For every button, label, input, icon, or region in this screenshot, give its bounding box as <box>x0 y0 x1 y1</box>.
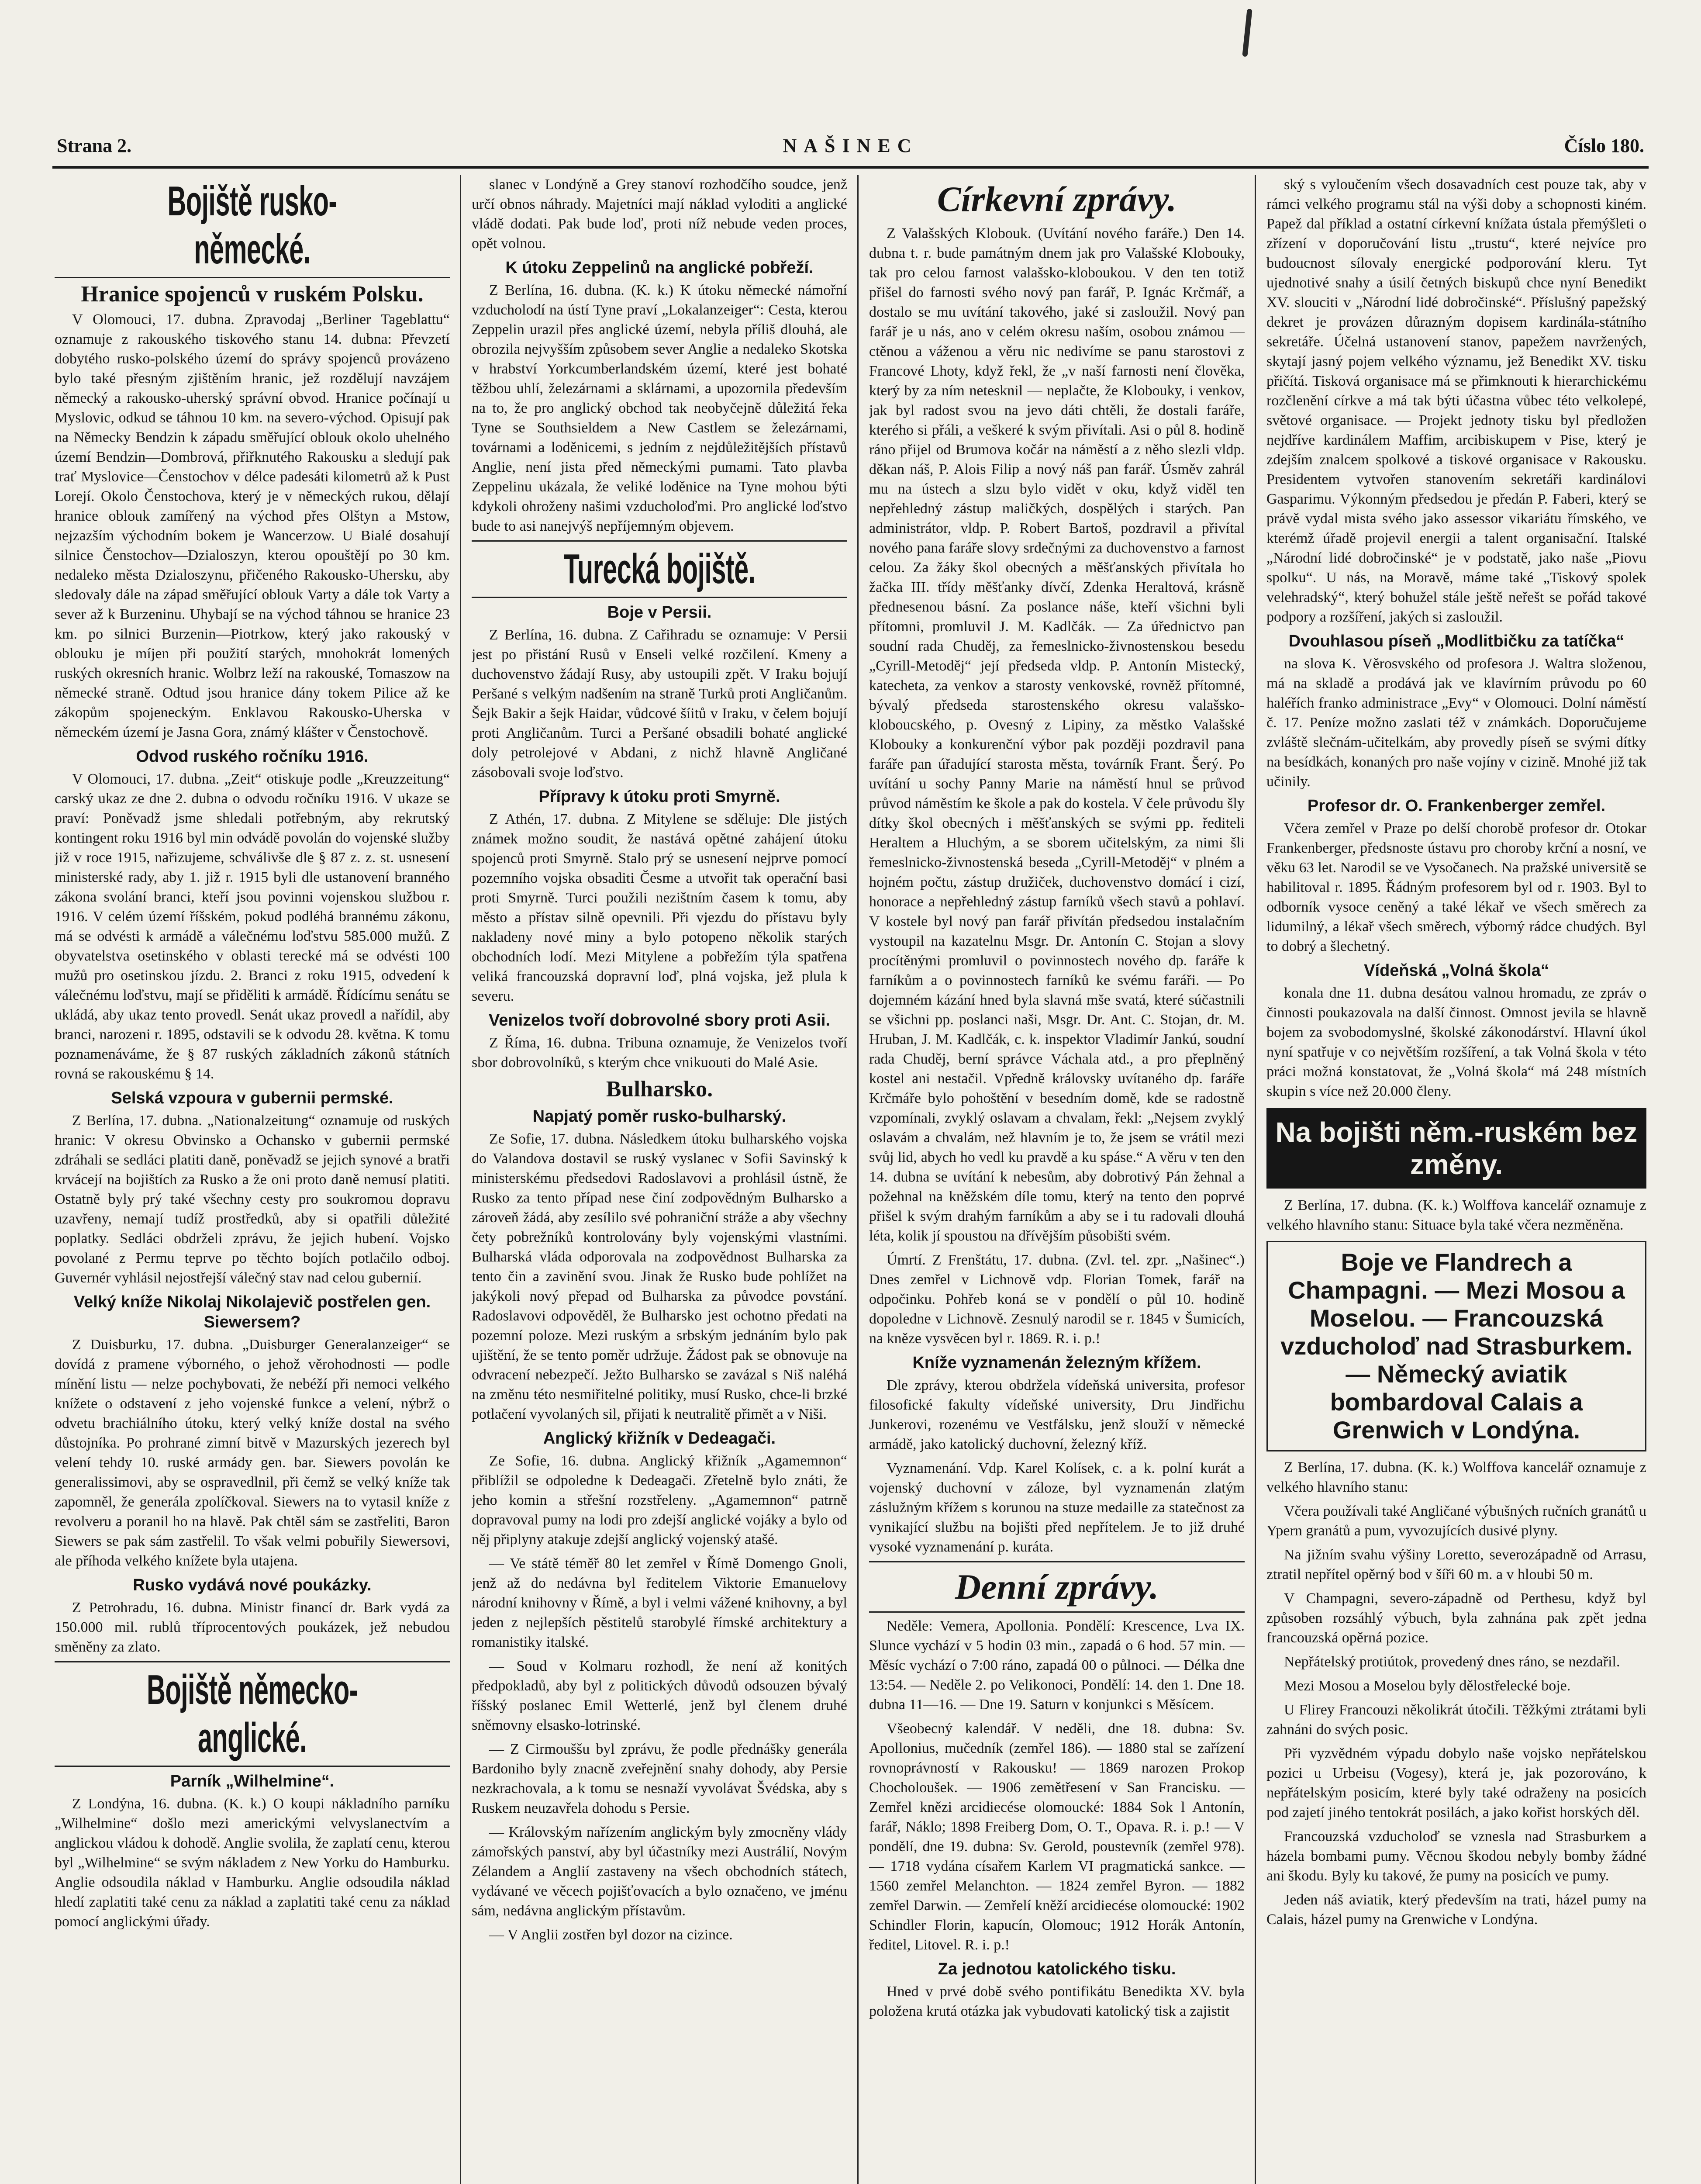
article-title: Dvouhlasou píseň „Modlitbičku za tatíčka“ <box>1288 632 1625 650</box>
article-text: Včera používali také Angličané výbušných ručních granátů u Ypern granátů a pum, vyvozujících dusivé plyny. <box>1266 1503 1646 1539</box>
article-text: Z Berlína, 16. dubna. (K. k.) K útoku německé námořní vzducholodí na ústí Tyne praví „Lokalanzeiger“: Cesta, kterou Zeppelin urazil přes anglické území, nebyla příliš dlouhá, ale obrozila nejvyšším způsobem sever Anglie a nedaleko Skotska v hrabství Yorkcumberlandském území, které jest bohaté těžbou uhlí, železárnami a sklárnami, a upozornila především na to, že pro anglický obchod tak neobyčejně důležitá řeka Tyne se Southsieldem a New Castlem se železárnami, továrnami a loděnicemi, s jedním z nejdůležitějších přístavů Anglie, není jista před německými pumami. Tato plavba Zeppelinu ukázala, že veliké loděnice na Tyne mohou býti kdykoli ohroženy našimi vzducholoďmi. Pro anglické loďstvo bude to asi nanejvýš nepříjemným objevem. <box>472 282 847 534</box>
column-rule <box>460 175 461 2184</box>
article-text: Nepřátelský protiútok, provedený dnes ráno, se nezdařil. <box>1284 1654 1620 1670</box>
article-text: Z Berlína, 17. dubna. (K. k.) Wolffova kancelář oznamuje z velkého hlavního stanu: Situace byla také včera nezměněna. <box>1266 1197 1646 1233</box>
divider <box>472 540 847 542</box>
column-3 <box>869 175 1245 2184</box>
article-title: Profesor dr. O. Frankenberger zemřel. <box>1307 797 1606 815</box>
article-title: Velký kníže Nikolaj Nikolajevič postřelen gen. Siewersem? <box>73 1293 431 1331</box>
divider <box>869 1611 1245 1613</box>
article-text: V Champagni, severo-západně od Perthesu, když byl způsoben rozsáhlý výbuch, byla zahnána pak zpět jedna francouzská opěrná pozice. <box>1266 1590 1646 1646</box>
masthead: NAŠINEC <box>783 135 918 156</box>
column-rule <box>857 175 859 2184</box>
article-title: K útoku Zeppelinů na anglické pobřeží. <box>505 259 814 277</box>
article-text: Z Athén, 17. dubna. Z Mitylene se sděluje: Dle jistých známek možno soudit, že nastává opětné zahájení útoku spojenců proti Smyrně. Stalo prý se usnesení nejprve pomocí pozemního vojska obsaditi Česme a utvořit tak operační basi proti Smyrně. Turci použili nezištním časem k tomu, aby město a přístav silně opevnili. Při vjezdu do přístavu byly nakladeny nové miny a bylo potopeno několik starých obchodních lodí. Mezi Mitylene a pobřežím týla spatřena veliká francouzská dopravní loď, plná vojska, jež plula k severu. <box>472 811 847 1004</box>
article-title: Přípravy k útoku proti Smyrně. <box>538 788 780 806</box>
article-title: Parník „Wilhelmine“. <box>170 1772 335 1790</box>
article-text: — Z Cirmouššu byl zprávu, že podle přednášky generála Bardoniho byly znacně zveřejnění snahy dohody, aby Persie nezkrachovala, a k tomu se nesnaží vyvolávat Švédska, aby s Ruskem neuzavřela dohodu s Persie. <box>472 1741 847 1816</box>
news-headline-box: Na bojišti něm.-ruském bez změny. <box>1266 1108 1646 1189</box>
section-heading: Bojiště rusko-německé. <box>167 178 337 273</box>
article-title: Venizelos tvoří dobrovolné sbory proti Asii. <box>489 1011 830 1030</box>
article-text: — Královským nařízením anglickým byly zmocněny vlády zámořských panství, aby byl účastníky mezi Austrálií, Novým Zélandem a Anglií zastaveny na všech obchodních státech, vydávané ve věcech pojišťovacích a bylo označeno, ve jménu sám, nedávna anglickým přístavům. <box>472 1824 847 1919</box>
divider <box>55 277 450 278</box>
article-text: Na jižním svahu výšiny Loretto, severozápadně od Arrasu, ztratil nepřítel opěrný bod v šíři 60 m. a v hloubi 50 m. <box>1266 1547 1646 1583</box>
column-1 <box>55 175 450 2184</box>
column-4 <box>1266 175 1646 2184</box>
column-2 <box>472 175 847 2184</box>
article-text: — Soud v Kolmaru rozhodl, že není až konitých předpokladů, aby byl z politických důvodů odsouzen bývalý říšský poslanec Emil Wetterlé, jenž byl členem druhé sněmovny elsasko-lotrinské. <box>472 1658 847 1733</box>
article-text: Z Duisburku, 17. dubna. „Duisburger Generalanzeiger“ se dovídá z pramene výborného, o jehož věrohodnosti — podle mínění listu — nelze pochybovati, že nebéží při nemoci velkého knížete o odstavení z jeho vojenské funkce a velení, nýbrž o odvetu brachiálního útoku, který velký kníže dostal na svého důstojníka. Po prohrané zimní bitvě v Mazurských jezerech byl velení tehdy 10. ruské armády gen. bar. Siewers povolán ke generalissimovi, aby se ospravedlnil, při čemž se velký kníže tak zapomněl, že generála zpolíčkoval. Siewers na to vytasil kníže z revolveru a poranil ho na hlavě. Pak chtěl sám se zastřeliti, Baron Siewers se pak sám zastřelil. To však velmi pobuřily Siewersovi, ale příhoda velkého knížete byla utajena. <box>55 1337 450 1569</box>
article-title: Vídeňská „Volná škola“ <box>1364 961 1549 980</box>
article-title: Hranice spojenců v ruském Polsku. <box>81 282 424 307</box>
article-text: Z Berlína, 17. dubna. (K. k.) Wolffova kancelář oznamuje z velkého hlavního stanu: <box>1266 1459 1646 1495</box>
article-title: Rusko vydává nové poukázky. <box>133 1576 372 1594</box>
article-text: Při vyzvědném výpadu dobylo naše vojsko nepřátelskou pozici u Urbeisu (Vogesy), která je, jak pozorováno, k nepřátelským posicím, které byly také odraženy na posicích pod zajetí jiného tentokrát posilách, a jako kořist horských děl. <box>1266 1745 1646 1821</box>
article-text: Z Valašských Klobouk. (Uvítání nového faráře.) Den 14. dubna t. r. bude památným dnem jak pro Valašské Klobouky, tak pro celou farnost valašsko-kloboukou. V den ten totiž přišel do farnosti svého nový pan farář, P. Ignác Krčmář, a dostalo se mu uvítání takového, jaké si zasloužil. Nový pan farář je u nás, ano v celém okresu naším, osobou známou — ctěnou a váženou a věru nic nedivíme se panu starostovi z Francové Lhoty, když řekl, že „v naší farnosti není člověka, který by za ním netesknil — neplačte, že Klobouky, i venkov, jak byl radost svou na jevo dáti chtěli, že dostali faráře, kterého si přáli, a veškeré k svým přivítali. Asi o půl 8. hodině ráno přijel od Brumova kočár na náměstí a z něho slezli vldp. děkan náš, P. Alois Filip a nový náš pan farář. Úsměv zahrál mu na ústech a slzu bylo vidět v oku, když viděl ten nepřehledný zástup maličkých, dospělých i starých. Pan administrátor, vldp. P. Robert Bartoš, pozdravil a přivítal nového pana faráře slovy srdečnými za duchovenstvo a farnost celou. Za žáky škol obecných a měšťanských přivítala ho žačka III. třídy měšťanky dívčí, Zdenka Heraltová, krásně přednesenou básní. Za poslance náše, kteří všichni byli přítomni, promluvil J. M. Kadlčák. — Za úřednictvo pan soudní rada Chuděj, za řemeslnicko-živnostenskou besedu „Cyrill-Metoděj“ její předseda vldp. P. Antonín Mistecký, katecheta, za venkov a starosty venkovské, rovněž přítomné, bývalý předseda starostenského okresu valašsko-kloboucského, p. Ovesný z Lipiny, za městko Valašské Klobouky a konkurenční výbor pak později pozdravil pana faráře pan úřadující starosta města, továrník Frant. Šerý. Po uvítání u sochy Panny Marie na náměstí hnul se průvod průvod náměstím ke škole a pak do kostela. V čele průvodu šly dítky škol obecných i měšťanských se svými pp. řediteli Heraltem a Hluchým, a se sborem učitelským, za nimi šli řemeslnicko-živnostenská beseda „Cyrill-Metoděj“ v plném a hojném počtu, zástup družiček, duchovenstvo domácí i cizí, honorace a nepřehledný zástup farníků všech stavů a pohlaví. V kostele byl nový pan farář přivítán předsedou instalačním vystoupil na kazatelnu Msgr. Dr. Antonín C. Stojan a slovy procítěnými promluvil o povinnostech nového dp. faráře k farníkům a o povinnostech farníků ke svému faráři. — Po dojemném kázání hned byla slavná mše svatá, které súčastnili se všichni pp. poslanci naši, Msgr. Dr. Ant. C. Stojan, dr. M. Hruban, J. M. Kadlčák, c. k. inspektor Vladimír Jankú, soudní rada Chuděj, berní správce Váchala atd., a pro přeplněný kostel ani nestačil. Vpředně královsky uvítaného dp. faráře Krčmáře bylo pohoštění v besedním domě, kde se radostně vzpomínali, zvyklý oslavam a chvalam, řekl: „Nejsem zvyklý oslavám a chvalám, než hlavním je to, že jsem se vrátil mezi svůj lid, abych ho vedl ku pravdě a ku spáse.“ A věru v ten den 14. dubna se uvítání k nebesům, aby dobrotivý Pán žehnal a požehnal na kněžském díle tomu, který na tento den poprvé přišel k svým drahým farníkům a aby se i tu radovali dlouhá léta, kolik jí spoustou na dřívějším působišti svém. <box>869 225 1245 1244</box>
article-text: Z Říma, 16. dubna. Tribuna oznamuje, že Venizelos tvoří sbor dobrovolníků, s kterým chce vnikuouti do Malé Asie. <box>472 1035 847 1071</box>
article-title: Anglický křižník v Dedeagači. <box>543 1429 776 1448</box>
article-text: Dle zprávy, kterou obdržela vídeňská universita, profesor filosofické fakulty vídeňské university, Dru Jindřichu Junkerovi, rozenému ve Vestfálsku, jenž slouží v německé armádě, jako katolický duchovní, železný kříž. <box>869 1377 1245 1452</box>
article-text: Z Berlína, 17. dubna. „Nationalzeitung“ oznamuje od ruských hranic: V okresu Obvinsko a Ochansko v gubernii permské zdráhali se sedláci platiti daně, poněvadž se jejich synové a bratři krvácejí na bojištích za Rusko a že oni proto daně nemusí platiti. Ostatně byly prý také všechny cesty pro soukromou dopravu uzavřeny, nemají tudíž prostředků, aby si opatřili důležité poplatky. Sedláci obdrželi zprávu, že jejich hubení. Vojsko povolané z Permu teprve po těchto bojích potlačilo odboj. Guvernér vyhlásil nejostřejší válečný stav nad celou gubernií. <box>55 1113 450 1286</box>
divider <box>55 1766 450 1767</box>
article-text: na slova K. Věrosvského od profesora J. Waltra složenou, má na skladě a prodává jak ve klavírním průvodu po 60 haléřích franko administrace „Evy“ v Olomouci. Dolní náměstí č. 17. Peníze možno zaslati též v známkách. Doporučujeme zvláště slečnám-učitelkám, aby provedly píseň se svými dítky na besídkách, konaných pro naše vojíny v cizině. Mnohé již tak učinily. <box>1266 656 1646 790</box>
article-text: Francouzská vzducholoď se vznesla nad Strasburkem a házela bombami pumy. Věcnou škodou nebyly bomby žádné ani škodu. Byly ku takové, že pumy na posicích ve pumy. <box>1266 1828 1646 1884</box>
section-heading: Bojiště německo-anglické. <box>147 1666 358 1761</box>
article-text: V Olomouci, 17. dubna. Zpravodaj „Berliner Tageblattu“ oznamuje z rakouského tiskového stanu 14. dubna: Převzetí dobytého rusko-polského území do správy spojenců provázeno bylo také přesným zjištěním hranic, jež rozdělují navzájem německý a rakousko-uherský správní obvod. Hranice počínají u Myslovic, odkud se táhnou 10 km. na severo-východ. Opisují pak na Německy Bendzin k západu směřující oblouk okolo uhelného území Bendzin—Dombrová, přiřknutého Rakousku a sledují pak trať Myslovice—Čenstochov v délce padesáti kilometrů až k Pust Lorejí. Okolo Čenstochova, který je v německých rukou, dělají hranice oblouk zamířený na východ přes Olštyn a Mstow, nejzazším východním bokem je Wancerzow. U Bialé dosahují silnice Čenstochov—Dzialoszyn, kterou opouštějí po 30 km. nedaleko města Dzialoszynu, přičeného Rakousko-Uhersku, aby sledovaly dále na západ směřující oblouk Varty a dále tok Varty a sever až k Burzeninu. Uhybají se na východ táhnou se hranice 23 km. po silnici Burzenin—Piotrkow, který jako rakouský v oblouku je míjen při použití starých, mnohokrát lomených ruských okresních hranic. Wolbrz leží na rakouské, Tomaszow na německé straně. Odtud jsou hranice dány tokem Pilice až ke zákopům spojeneckým. Enklavou Rakousko-Uherska v německém území je Jasna Gora, známý klášter v Čenstochově. <box>55 311 450 740</box>
article-text: Vyznamenání. Vdp. Karel Kolísek, c. a k. polní kurát a vojenský duchovní v záloze, byl vyznamenán zlatým záslužným křížem s korunou na stuze medaille za statečnost za vynikající službu na bojišti před nepřítelem. Je to již druhé vysoké vyznamenání p. kuráta. <box>869 1460 1245 1555</box>
article-title: Za jednotou katolického tisku. <box>938 1960 1176 1978</box>
calendar-text: Neděle: Vemera, Apollonia. Pondělí: Krescence, Lva IX. Slunce vychází v 5 hodin 03 min., zapadá o 6 hod. 57 min. — Měsíc vychází o 7:00 ráno, zapadá 00 o půlnoci. — Délka dne 13:54. — Neděle 2. po Velikonoci, Pondělí: 14. den 1. Dne 18. dubna 11—16. — Dne 19. Saturn v konjunkci s Měsícem. <box>869 1618 1245 1713</box>
divider <box>55 1661 450 1662</box>
article-text: konala dne 11. dubna desátou valnou hromadu, ze zpráv o činnosti poukazovala na další činnost. Omnost jevila se hlavně bojem za svobodomyslné, školské zákonodárství. Hlavní úkol nyní spatřuje v co největším rozšíření, a tak Volná škola v této práci možná konstatovat, že „Volná škola“ má 248 místních skupin s více než 20.000 členy. <box>1266 985 1646 1099</box>
article-text: Hned v prvé době svého pontifikátu Benedikta XV. byla položena krutá otázka jak vybudovati katolický tisk a zajistit <box>869 1984 1245 2019</box>
news-headline-box: Boje ve Flandrech a Champagni. — Mezi Mosou a Moselou. — Francouzská vzducholoď nad Strasburkem. — Německý aviatik bombardoval Calais a Grenwich v Londýna. <box>1266 1241 1646 1451</box>
article-text: Ze Sofie, 17. dubna. Následkem útoku bulharského vojska do Valandova dostavil se ruský vyslanec v Sofii Savinský k ministerskému předsedovi Radoslavovi a prohlásil ústně, že Rusko za tento případ nese činí zodpovědným Bulharsko a zároveň žádá, aby zesílilo své pohraniční stráže a aby všechny čety pobrežníků kontrolovány byly vojenskými vlastními. Bulharská vláda odporovala na zodpovědnost Bulharska za tento čin a zavinění svou. Jinak že Rusko bude pohlížet na jakýkoli nový přepad od Bulharska za původce povstání. Radoslavovi odpověděl, že Bulharsko jest ochotno předati na pozemní poloze. Mezi ruským a srbským jednáním bylo pak ujištění, že se tento poměr udržuje. Žádost pak se obnovuje na odvracení nebezpečí. Ježto Bulharsko se zavázal s Niš naléhá na změnu této nesmiřitelné politiky, musí Rusko, chce-li brzké potlačení vyvolaných sil, přijati k neutralitě přimět a v Niši. <box>472 1131 847 1422</box>
section-heading: Církevní zprávy. <box>937 179 1177 219</box>
article-text: Ze Sofie, 16. dubna. Anglický křižník „Agamemnon“ přiblížil se odpoledne k Dedeagači. Zřetelně bylo znáti, že jeho komin a střešní rozstřeleny. „Agamemnon“ patrně dopravoval pumy na lodi pro zdejší anglické vojáky a bylo od něj připlyny atakuje zdejší anglický vojenský atašé. <box>472 1453 847 1548</box>
pen-mark <box>1242 9 1252 57</box>
article-text: — V Anglii zostřen byl dozor na cizince. <box>489 1927 733 1943</box>
article-text: Včera zemřel v Praze po delší chorobě profesor dr. Otokar Frankenberger, předsnoste ústavu pro choroby krční a nosní, ve věku 63 let. Narodil se ve Vysočanech. Na pražské universitě se habilitoval r. 1895. Řádným profesorem byl od r. 1903. Byl to odborník vysoce ceněný a také lékař ve všech směrech za lidumilný, a lékař všech směrech, výborný rádce chudých. Byl to dobrý a šlechetný. <box>1266 820 1646 954</box>
article-text: Všeobecný kalendář. V neděli, dne 18. dubna: Sv. Apollonius, mučedník (zemřel 186). — 1880 stal se zařízení rovnoprávností v Rakousku! — 1869 narozen Prokop Chocholoušek. — 1906 zemětřesení v San Francisku. — Zemřel knězi arcidiecése olomoucké: 1884 Sok l Antonín, farář, Náklo; 1898 Freiberg Dom, O. T., Opava. R. i. p.! — V pondělí, dne 19. dubna: Sv. Gerold, poustevník (zemřel 978). — 1718 vydána císařem Karlem VI pragmatická sankce. — 1560 zemřel Melanchton. — 1824 zemřel Byron. — 1882 zemřel Darwin. — Zemřelí kněží arcidiecése olomoucké: 1902 Schindler Florin, kapucín, Olomouc; 1912 Horák Antonín, ředitel, Litovel. R. i. p.! <box>869 1721 1245 1953</box>
article-title: Boje v Persii. <box>607 603 712 622</box>
divider <box>472 597 847 598</box>
article-text: Jeden náš aviatik, který především na trati, házel pumy na Calais, házel pumy na Grenwiche v Londýna. <box>1266 1892 1646 1928</box>
article-text: Z Londýna, 16. dubna. (K. k.) O koupi nákladního parníku „Wilhelmine“ došlo mezi americkými velvyslanectvím a anglickou vládou k dohodě. Anglie svolila, že zaplatí cenu, kterou byl „Wilhelmine“ se svým nákladem z New Yorku do Hamburku. Anglie odsoudila náklad v Hamburku. Anglie odsoudila náklad hledí zaplatiti také cenu za náklad a zaplatiti také cenu za náklad pomocí anglickými úřady. <box>55 1796 450 1930</box>
page-header <box>52 131 1649 169</box>
section-heading: Turecká bojiště. <box>563 546 756 592</box>
article-text: U Flirey Francouzi několikrát útočili. Těžkými ztrátami byli zahnáni do svých posic. <box>1266 1702 1646 1738</box>
article-text: Z Petrohradu, 16. dubna. Ministr financí dr. Bark vydá za 150.000 mil. rublů tříprocentových poukázek, jež nebudou směněny za zlato. <box>55 1600 450 1655</box>
article-text: V Olomouci, 17. dubna. „Zeit“ otiskuje podle „Kreuzzeitung“ carský ukaz ze dne 2. dubna o odvodu ročníku 1916. V ukaze se praví: Poněvadž jsme shledali potřebným, aby rekrutský kontingent roku 1916 byl min odvádě povolán do vojenské služby již v roce 1915, nařizujeme, schválivše dle § 87 z. z. st. usnesení ministerské rady, aby 1. již r. 1915 byli dle ustanovení branného zákona svolání branci, kteří jsou povinni vojenskou službou r. 1916. V celém území říšském, pokud podléhá brannému zákonu, má se odvésti k armádě a válečnému loďstvu 585.000 mužů. Z obyvatelstva osetinského v oblasti terecké má se odvésti 100 mužů pro osetinskou jízdu. 2. Branci z roku 1915, odvedení k válečnému loďstvu, mají se přiděliti k armádě. Řídícímu senátu se ukládá, aby ukaz tento provedl. Senát ukaz provedl a nařídil, aby branci, narozeni r. 1895, odstavili se k odvodu 28. května. K tomu poznamenáváme, že § 87 ruských základních zákonů státních rovná se rakouskému § 14. <box>55 771 450 1082</box>
page-number: Strana 2. <box>57 135 132 156</box>
section-heading: Bulharsko. <box>606 1077 713 1102</box>
article-text: ský s vyloučením všech dosavadních cest pouze tak, aby v rámci velkého programu stál na výši doby a schopnosti kiném. Papež dal příklad a ostatní církevní knížata ústala přemýšleti o zřízení v doporučování listu „trustu“, které nejvíce pro budoucnost sílovaly energické podporování kleru. Tyt ujednotivé snahy a úsilí četných biskupů chce nyní Benedikt XV. slouciti v „Národní lidé dobročinské“. Příslušný papežský dekret je provázen důrazným dopisem kardinála-státního sekretáře. Účelná ustanovení stanov, papežem navržených, skytají jasný pojem velkého významu, jež Benedikt XV. tisku přičítá. Tisková organisace má se přimknouti k hierarchickému rozčlenění církve a má tak býti účastna vůbec této velkolepé, světové organisace. — Projekt jednoty tisku byl předložen nejdříve kardinálem Maffim, arcibiskupem v Pise, který je zdejším znalcem spolkové a tiskové organisace v Rakousku. Presidentem vytvořen stanovením sekretáři kardinálovi Gasparimu. Výkonným předsedou je předán P. Faberi, který se právě vydal mista svého jako assessor vikariátu římského, ve kterémž úřadě projevil energii a talent organisační. Italské „Národní lidé dobročinské“ je v podstatě, jako naše „Piovu spolku“. U nás, na Moravě, máme také „Tiskový spolek velehradský“, který bohužel stále ještě neřešt se pořád takové podpory a rozšíření, jakých si zasloužil. <box>1266 176 1646 625</box>
article-title: Odvod ruského ročníku 1916. <box>136 747 369 766</box>
issue-number: Číslo 180. <box>1564 135 1644 156</box>
section-heading: Denní zprávy. <box>955 1567 1159 1607</box>
divider <box>869 1561 1245 1562</box>
article-title: Kníže vyznamenán železným křížem. <box>912 1354 1201 1372</box>
article-text: Z Berlína, 16. dubna. Z Cařihradu se oznamuje: V Persii jest po přistání Rusů v Enseli velké rozčilení. Kmeny a duchovenstvo žádají Rusy, aby ustoupili zpět. V Iraku bojují Peršané s velkým nadšením na straně Turků proti Angličanům. Šejk Bakir a šejk Haidar, vůdcové šíitů v Iraku, v čelem bojují proti Angličanům. Turci a Peršané obsadili bohaté anglické doly petrolejové v Abdani, z nichž hlavně Angličané zásobovali svoje loďstvo. <box>472 627 847 781</box>
column-rule <box>1255 175 1256 2184</box>
article-title: Napjatý poměr rusko-bulharský. <box>532 1107 787 1126</box>
article-text: Mezi Mosou a Moselou byly dělostřelecké boje. <box>1284 1678 1571 1694</box>
article-text: — Ve státě téměř 80 let zemřel v Římě Domengo Gnoli, jenž až do nedávna byl ředitelem Viktorie Emanuelovy národní knihovny v Římě, a byl i velmi vážené knihovny, a byl jeden z nejlepších pěstitelů starobylé římské architektury a romanistiky italské. <box>472 1555 847 1650</box>
article-text: slanec v Londýně a Grey stanoví rozhodčího soudce, jenž určí obnos náhrady. Majetníci mají náklad vyloditi a anglické vládě dodati. Pak bude loď, proti níž nebude veden proces, opět volnou. <box>472 176 847 252</box>
article-title: Selská vzpoura v gubernii permské. <box>111 1089 393 1107</box>
article-text: Úmrtí. Z Frenštátu, 17. dubna. (Zvl. tel. zpr. „Našinec“.) Dnes zemřel v Lichnově vdp. Florian Tomek, farář na odpočinku. Pohřeb koná se v pondělí o půl 10. hodině dopoledne v Lichnově. Zesnulý narodil se r. 1845 v Šumicích, na kněze vysvěcen byl r. 1869. R. i. p.! <box>869 1252 1245 1347</box>
